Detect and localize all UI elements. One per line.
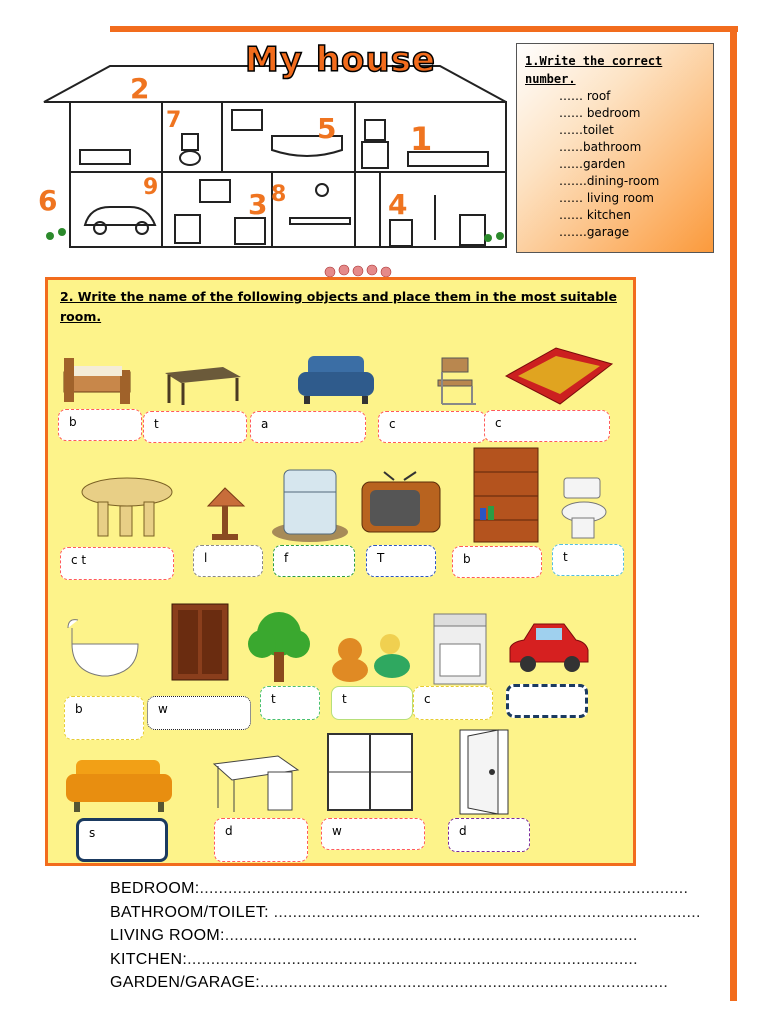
house-number: 6 [38,184,58,217]
door-icon [448,726,522,818]
tree-icon [244,608,314,686]
house-number: 8 [271,182,287,207]
frame-right [730,26,737,1001]
answer-box[interactable]: b [64,696,144,740]
answer-box[interactable]: b [452,546,542,578]
toys-icon [324,630,420,686]
answer-box[interactable]: d [448,818,530,852]
answer-box[interactable]: c [378,411,486,443]
exercise1-item[interactable]: …….dining-room [559,174,660,188]
room-label: BATHROOM/TOILET: [110,904,269,921]
house-number: 2 [130,72,150,105]
answer-box[interactable]: l [193,545,263,577]
exercise1-item[interactable]: …….garage [559,225,630,239]
answer-box[interactable]: b [58,409,142,441]
answer-box[interactable]: w [147,696,251,730]
answer-box[interactable]: t [143,411,247,443]
tv-icon [358,470,444,540]
exercise2-panel [45,277,636,866]
room-line-kitchen[interactable]: KITCHEN:............................................................................................... [110,951,638,968]
frame-top [110,26,738,32]
house-number: 5 [317,112,337,145]
exercise1-item[interactable]: ……toilet [559,123,614,137]
bed-icon [60,350,135,408]
room-label: KITCHEN: [110,951,188,968]
answer-box[interactable]: d [214,818,308,862]
room-label: BEDROOM: [110,880,200,897]
answer-box[interactable]: t [552,544,624,576]
room-line-living-room[interactable]: LIVING ROOM:....................................................................................... [110,927,638,944]
armchair-icon [294,352,378,406]
exercise1-box [516,43,714,253]
flower-divider-icon [322,264,394,278]
sofa-icon [62,752,176,818]
answer-box[interactable] [506,684,588,718]
answer-box[interactable]: t [260,686,320,720]
room-line-bathroom[interactable]: BATHROOM/TOILET: .......................................................................................... [110,904,701,921]
exercise1-item[interactable]: ……garden [559,157,626,171]
page-title: My house [245,40,436,80]
answer-box[interactable]: t [331,686,413,720]
house-number: 9 [143,175,159,200]
window-icon [322,728,418,814]
room-label: GARDEN/GARAGE: [110,974,261,991]
fridge-icon [268,462,352,544]
house-number: 3 [248,188,268,221]
answer-box[interactable]: c [484,410,610,442]
room-label: LIVING ROOM: [110,927,225,944]
house-number: 7 [166,108,182,133]
answer-box[interactable]: f [273,545,355,577]
wardrobe-icon [168,598,232,682]
exercise2-title: 2. Write the name of the following objects and place them in the most suitable room. [60,289,617,324]
room-line-bedroom[interactable]: BEDROOM:....................................................................................................... [110,880,689,897]
answer-box[interactable]: c t [60,547,174,580]
bathtub-icon [62,614,144,688]
exercise1-item[interactable]: …… kitchen [559,208,631,222]
chair-icon [432,354,482,408]
exercise1-title: 1.Write the correct number. [525,54,663,86]
car-icon [504,618,592,680]
rug-icon [500,344,618,408]
answer-box[interactable]: s [76,818,168,862]
desk-icon [208,742,300,816]
exercise1-item[interactable]: ……bathroom [559,140,642,154]
lamp-icon [194,484,256,544]
answer-box[interactable]: T [366,545,436,577]
house-number: 1 [410,120,433,158]
cooker-icon [430,610,490,686]
exercise1-item[interactable]: …… roof [559,89,611,103]
round-table-icon [78,474,176,542]
answer-box[interactable]: a [250,411,366,443]
toilet-icon [554,474,612,542]
bookshelf-icon [470,446,542,544]
exercise1-item[interactable]: …… living room [559,191,654,205]
house-number: 4 [388,188,408,221]
answer-box[interactable]: w [321,818,425,850]
answer-box[interactable]: c [413,686,493,720]
room-line-garden[interactable]: GARDEN/GARAGE:...................................................................................... [110,974,669,991]
exercise1-item[interactable]: …… bedroom [559,106,641,120]
table-icon [161,365,243,407]
